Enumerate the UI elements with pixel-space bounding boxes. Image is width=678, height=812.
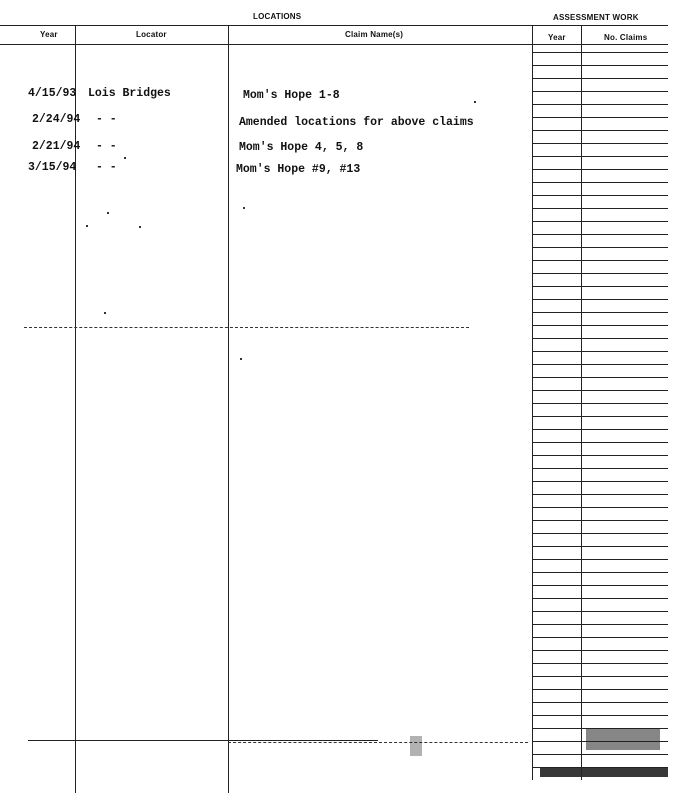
- row-2-year: 2/24/94: [32, 113, 81, 126]
- scan-smudge: [586, 728, 660, 750]
- assessment-work-rule-line: [532, 468, 668, 469]
- row-3-year: 2/21/94: [32, 140, 81, 153]
- col-year-header: Year: [40, 30, 58, 39]
- assessment-work-rule-line: [532, 442, 668, 443]
- assessment-work-rule-line: [532, 273, 668, 274]
- scan-speck: [474, 101, 476, 103]
- assessment-work-rule-line: [532, 286, 668, 287]
- scan-smudge: [540, 767, 668, 777]
- assessment-work-rule-line: [532, 507, 668, 508]
- assessment-work-rule-line: [532, 741, 668, 742]
- scan-speck: [86, 225, 88, 227]
- assessment-work-rule-line: [532, 130, 668, 131]
- assessment-work-rule-line: [532, 767, 668, 768]
- assessment-work-rule-line: [532, 208, 668, 209]
- assessment-work-rule-line: [532, 338, 668, 339]
- assessment-work-rule-line: [532, 104, 668, 105]
- assessment-work-rule-line: [532, 702, 668, 703]
- row-4-claim: Mom's Hope #9, #13: [236, 163, 361, 176]
- assessment-work-rule-line: [532, 481, 668, 482]
- assessment-work-rule-line: [532, 182, 668, 183]
- assessment-work-rule-line: [532, 689, 668, 690]
- assessment-work-rule-line: [532, 494, 668, 495]
- scan-speck: [139, 226, 141, 228]
- assessment-work-rule-line: [532, 598, 668, 599]
- assessment-work-rule-line: [532, 234, 668, 235]
- assessment-work-rule-line: [532, 91, 668, 92]
- bottom-dashed-rule: [228, 742, 528, 743]
- assessment-work-rule-line: [532, 429, 668, 430]
- bottom-rule: [28, 740, 378, 741]
- scan-speck: [243, 207, 245, 209]
- locations-heading: LOCATIONS: [253, 12, 302, 21]
- col-aw-year-header: Year: [548, 33, 566, 42]
- assessment-work-rule-line: [532, 377, 668, 378]
- assessment-work-rule-line: [532, 117, 668, 118]
- assessment-work-rule-line: [532, 754, 668, 755]
- assessment-work-rule-line: [532, 195, 668, 196]
- assessment-work-rule-line: [532, 52, 668, 53]
- assessment-work-rule-line: [532, 260, 668, 261]
- assessment-work-rule-line: [532, 247, 668, 248]
- assessment-work-rule-line: [532, 221, 668, 222]
- top-border: [0, 25, 668, 26]
- assessment-work-rule-line: [532, 364, 668, 365]
- assessment-work-rule-line: [532, 156, 668, 157]
- row-3-locator: - -: [96, 140, 117, 153]
- assessment-work-rule-line: [532, 585, 668, 586]
- row-4-year: 3/15/94: [28, 161, 77, 174]
- assessment-work-rule-line: [532, 611, 668, 612]
- assessment-work-rule-line: [532, 715, 668, 716]
- assessment-work-rule-line: [532, 351, 668, 352]
- assessment-work-rule-line: [532, 663, 668, 664]
- row-1-claim: Mom's Hope 1-8: [243, 89, 340, 102]
- col-aw-claims-header: No. Claims: [604, 33, 648, 42]
- col-locator-header: Locator: [136, 30, 167, 39]
- header-underline: [0, 44, 668, 45]
- assessment-work-rule-line: [532, 390, 668, 391]
- row-2-claim: Amended locations for above claims: [239, 116, 474, 129]
- assessment-work-rule-line: [532, 325, 668, 326]
- assessment-work-rule-line: [532, 546, 668, 547]
- scan-speck: [107, 212, 109, 214]
- assessment-work-rule-line: [532, 65, 668, 66]
- assessment-work-rule-line: [532, 403, 668, 404]
- locator-claims-divider: [228, 25, 229, 793]
- assessment-work-rule-line: [532, 520, 668, 521]
- col-claim-names-header: Claim Name(s): [345, 30, 404, 39]
- scan-speck: [104, 312, 106, 314]
- assessment-work-rule-line: [532, 572, 668, 573]
- assessment-work-heading: ASSESSMENT WORK: [553, 13, 639, 22]
- row-2-locator: - -: [96, 113, 117, 126]
- row-1-locator: Lois Bridges: [88, 87, 171, 100]
- assessment-work-rule-line: [532, 78, 668, 79]
- assessment-work-rule-line: [532, 676, 668, 677]
- assessment-work-rule-line: [532, 624, 668, 625]
- scan-speck: [124, 157, 126, 159]
- assessment-work-rule-line: [532, 312, 668, 313]
- assessment-work-rule-line: [532, 533, 668, 534]
- row-4-locator: - -: [96, 161, 117, 174]
- assessment-work-rule-line: [532, 169, 668, 170]
- assessment-work-rule-line: [532, 728, 668, 729]
- assessment-work-rule-line: [532, 650, 668, 651]
- assessment-work-rule-line: [532, 455, 668, 456]
- row-3-claim: Mom's Hope 4, 5, 8: [239, 141, 364, 154]
- scan-smudge: [410, 736, 422, 756]
- scan-speck: [240, 358, 242, 360]
- assessment-work-rule-line: [532, 637, 668, 638]
- mid-dashed-separator: [24, 327, 469, 328]
- assessment-work-rule-line: [532, 559, 668, 560]
- row-1-year: 4/15/93: [28, 87, 77, 100]
- assessment-work-rule-line: [532, 143, 668, 144]
- assessment-work-rule-line: [532, 416, 668, 417]
- assessment-work-rule-line: [532, 299, 668, 300]
